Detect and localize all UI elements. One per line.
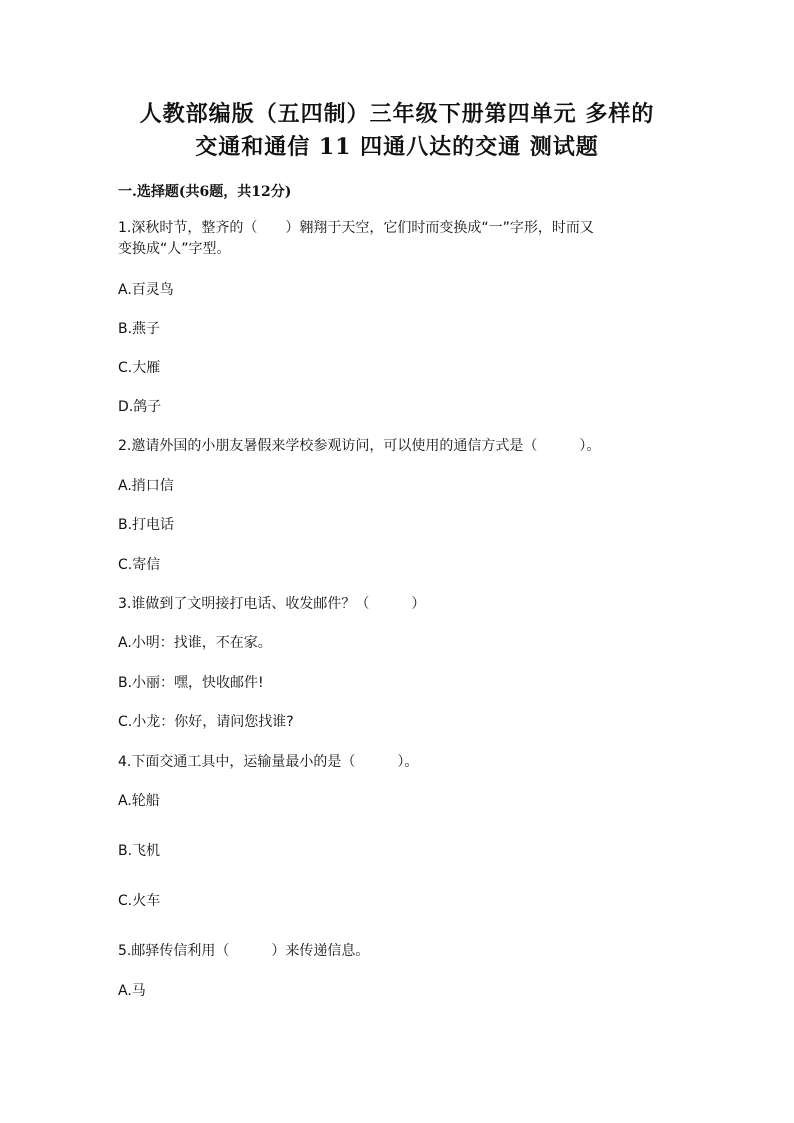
question-4-option-c: C.火车	[118, 893, 161, 909]
question-4-option-a: A.轮船	[118, 793, 160, 809]
document-title-line-1: 人教部编版（五四制）三年级下册第四单元 多样的	[139, 101, 655, 127]
question-1-option-c: C.大雁	[118, 360, 161, 376]
question-2-option-c: C.寄信	[118, 557, 161, 573]
section-heading: 一.选择题(共6题，共12分)	[118, 184, 292, 200]
question-3-option-c: C.小龙：你好，请问您找谁?	[118, 714, 294, 730]
question-2-option-b: B.打电话	[118, 517, 175, 533]
question-2-stem: 2.邀请外国的小朋友暑假来学校参观访问，可以使用的通信方式是（ ）。	[118, 438, 601, 454]
question-1-option-b: B.燕子	[118, 321, 161, 337]
question-4-option-b: B.飞机	[118, 843, 161, 859]
question-4-stem: 4.下面交通工具中，运输量最小的是（ ）。	[118, 754, 419, 770]
question-5-stem: 5.邮驿传信利用（ ）来传递信息。	[118, 943, 370, 959]
question-1-option-d: D.鸽子	[118, 399, 162, 415]
question-3-stem: 3.谁做到了文明接打电话、收发邮件？（ ）	[118, 596, 426, 612]
question-3-option-a: A.小明：找谁，不在家。	[118, 635, 272, 651]
question-3-option-b: B.小丽：嘿，快收邮件!	[118, 675, 264, 691]
question-1-option-a: A.百灵鸟	[118, 282, 174, 298]
question-2-option-a: A.捎口信	[118, 478, 174, 494]
question-1-stem-line-1: 1.深秋时节，整齐的（ ）翱翔于天空，它们时而变换成“一”字形，时而又	[118, 220, 594, 236]
question-1-stem-line-2: 变换成“人”字型。	[118, 241, 231, 257]
question-5-option-a: A.马	[118, 983, 146, 999]
document-title-line-2: 交通和通信 11 四通八达的交通 测试题	[195, 134, 599, 160]
